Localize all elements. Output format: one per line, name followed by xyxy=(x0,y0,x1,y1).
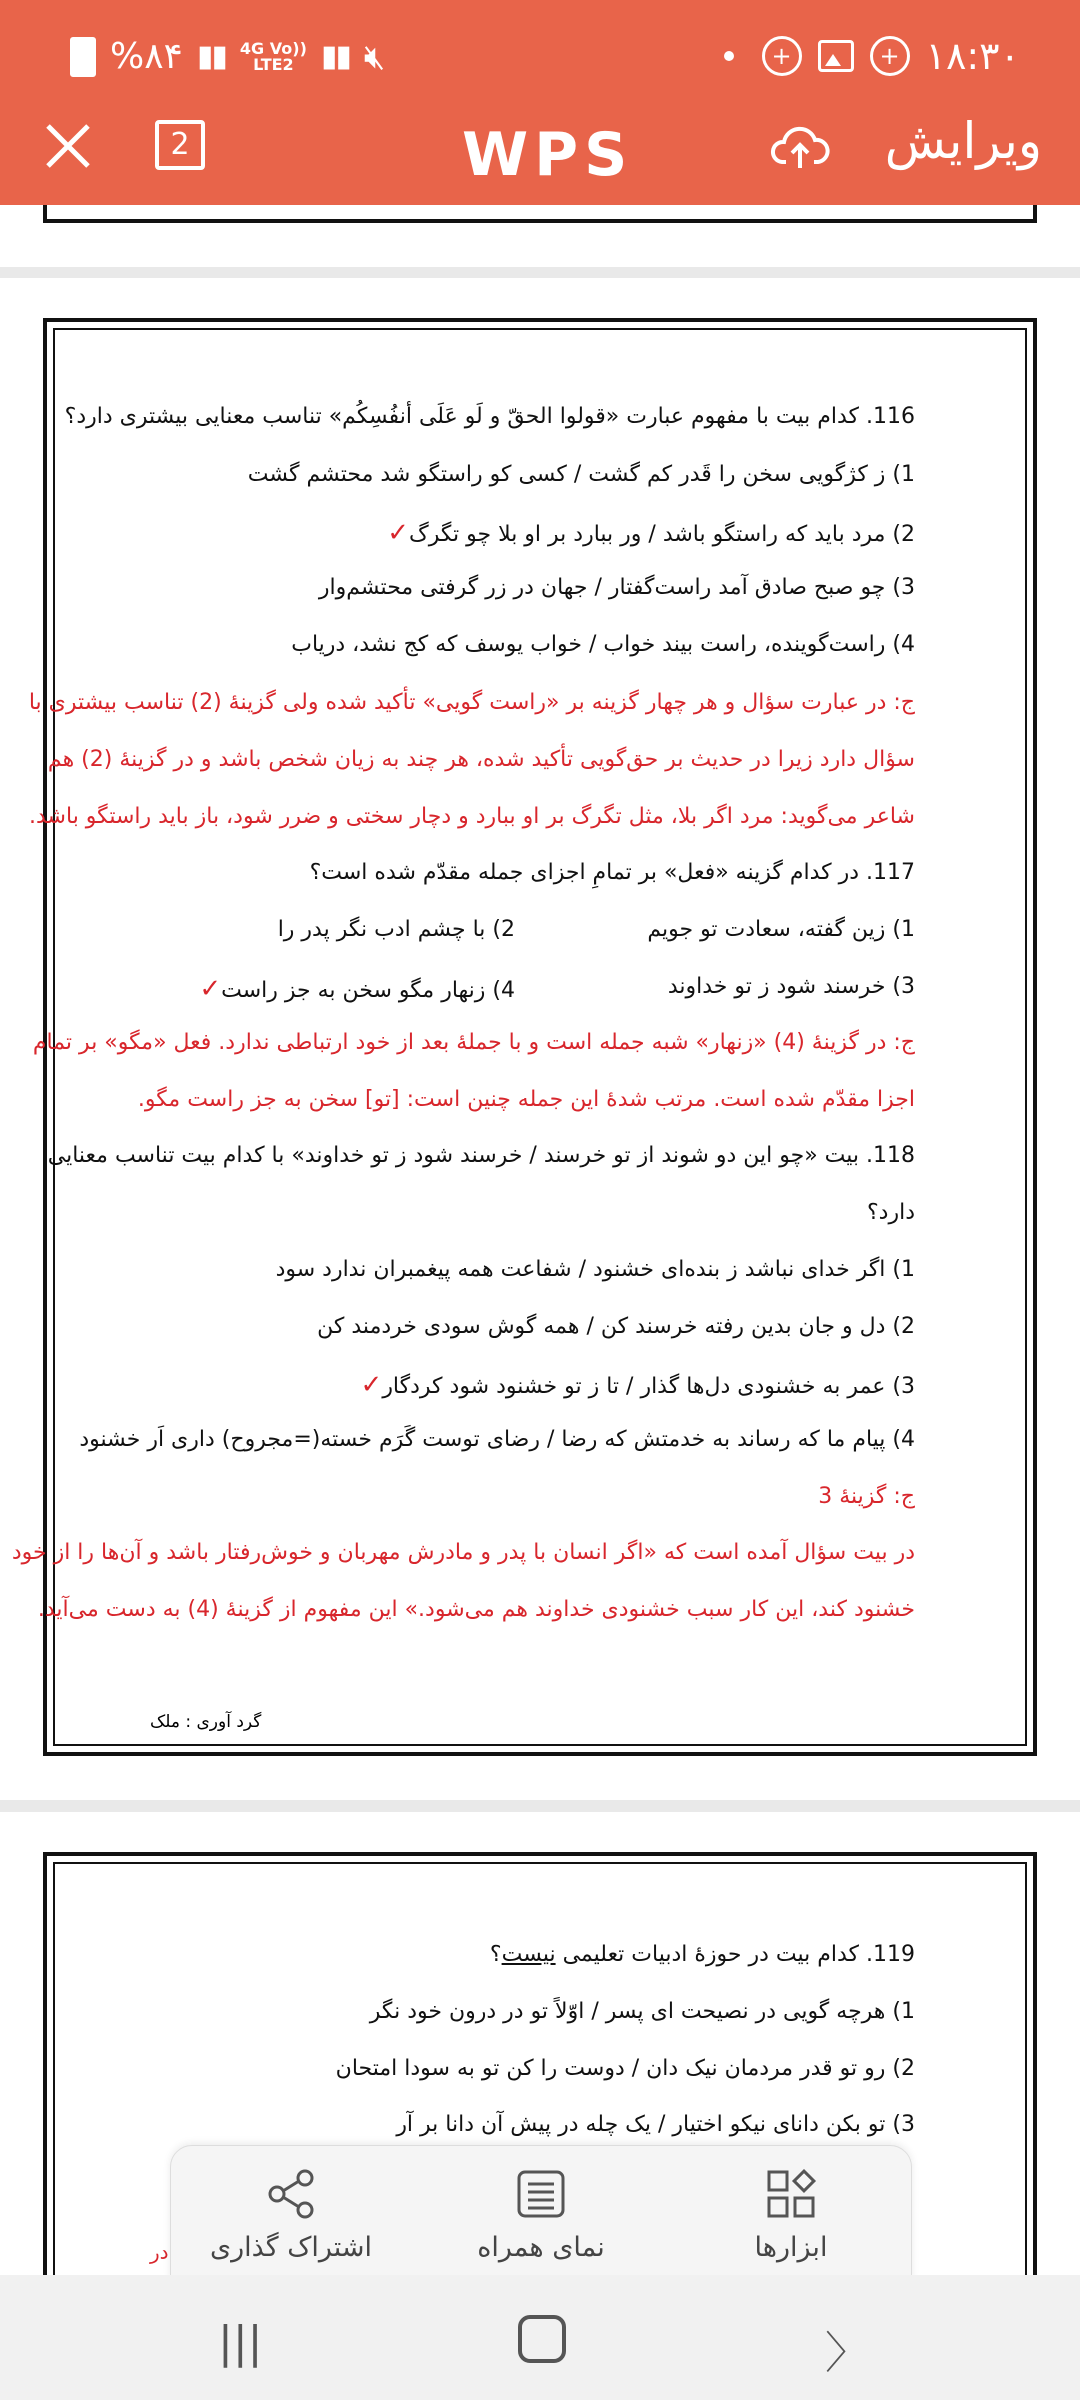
app-notification-icon-2: + xyxy=(870,36,910,76)
checkmark-icon: ✓ xyxy=(199,974,222,1004)
open-tabs-button[interactable]: 2 xyxy=(155,120,205,170)
tools-icon xyxy=(765,2168,817,2220)
home-icon[interactable] xyxy=(518,2315,566,2363)
q119-text: 119. کدام بیت در حوزۀ ادبیات تعلیمی xyxy=(562,1942,915,1967)
tools-label: ابزارها xyxy=(754,2232,828,2263)
close-icon[interactable] xyxy=(40,118,96,174)
q116-answer-line-1: ج: در عبارت سؤال و هر چهار گزینه بر «راست گویی» تأکید شده ولی گزینۀ (2) تناسب بیشتری با xyxy=(28,690,915,715)
q116-answer-line-2: سؤال دارد زیرا در حدیث بر حق‌گویی تأکید شده، هر چند به زیان شخص باشد و در گزینۀ (2) هم xyxy=(47,747,915,772)
q118-option-3-text: 3) عمر به خشنودی دل‌ها گذار / تا ز تو خشنود شود کردگار xyxy=(382,1374,915,1399)
q117-option-1: 1) زین گفته، سعادت تو جویم xyxy=(647,917,915,942)
share-button[interactable] xyxy=(191,2168,391,2263)
question-118-line-2: دارد؟ xyxy=(866,1200,915,1225)
app-logo: WPS xyxy=(462,120,634,190)
q116-option-2 xyxy=(387,518,915,548)
app-header xyxy=(0,0,1080,205)
mobile-view-icon xyxy=(515,2168,567,2220)
q118-option-3 xyxy=(361,1370,915,1400)
network-label: 4G xyxy=(239,38,265,58)
q118-option-4: 4) پیام ما که رساند به خدمتش که رضا / رضای توست گَرَم خسته(=مجروح) داری اَر خشنود xyxy=(79,1427,915,1452)
page-content xyxy=(11,278,915,1778)
q119-option-3: 3) تو بکن دانای نیکو اختیار / یک چله در پیش آن دانا بر آر xyxy=(396,2112,915,2137)
q117-option-4 xyxy=(199,974,515,1004)
tools-button[interactable] xyxy=(691,2168,891,2263)
q117-option-3: 3) خرسند شود ز تو خداوند xyxy=(667,974,915,999)
volte-label: Vo)) xyxy=(269,38,307,58)
notification-dot-icon xyxy=(724,51,734,61)
cloud-upload-icon[interactable] xyxy=(770,118,830,178)
back-icon[interactable]: 〉 xyxy=(825,2328,869,2379)
gallery-notification-icon xyxy=(818,40,854,72)
document-toolbar xyxy=(0,110,1080,205)
battery-icon xyxy=(70,37,96,77)
q119-option-1: 1) هرچه گویی در نصیحت ای پسر / اوّلاً تو در درون خود نگر xyxy=(369,1999,915,2024)
question-116: 116. کدام بیت با مفهوم عبارت «قولوا الحقّ و لَو عَلَی أنفُسِکُم» تناسب معنایی بیشتری دارد؟ xyxy=(64,404,915,429)
document-page[interactable] xyxy=(0,278,1080,1800)
mobile-view-button[interactable] xyxy=(441,2168,641,2263)
status-left xyxy=(70,36,385,77)
q119-mark: ؟ xyxy=(489,1942,502,1967)
q116-option-3: 3) چو صبح صادق آمد راست‌گفتار / جهان در زر گرفتی محتشم‌وار xyxy=(318,575,915,600)
network-type xyxy=(239,38,307,74)
mobile-view-label: نمای همراه xyxy=(477,2232,605,2263)
q116-option-4: 4) راست‌گوینده، راست بیند خواب / خواب یوسف که کج نشد، دریاب xyxy=(291,632,915,657)
q118-answer-head: ج: گزینۀ 3 xyxy=(818,1484,915,1509)
q118-option-1: 1) اگر خدای نباشد ز بنده‌ای خشنود / شفاعت همه پیغمبران ندارد سود xyxy=(275,1257,915,1282)
q119-option-2: 2) رو تو قدر مردمان نیک دان / دوست را کن تو به سودا امتحان xyxy=(335,2056,915,2081)
page-border xyxy=(43,205,1037,223)
app-notification-icon: + xyxy=(762,36,802,76)
floating-action-menu xyxy=(170,2145,912,2282)
recent-apps-icon[interactable]: ||| xyxy=(218,2317,263,2368)
question-117: 117. در کدام گزینه «فعل» بر تمامِ اجزای جمله مقدّم شده است؟ xyxy=(309,860,915,885)
mute-icon: 🔇︎ xyxy=(363,36,386,77)
signal-icon: ▮▮ xyxy=(196,39,226,74)
share-label: اشتراک گذاری xyxy=(209,2232,373,2263)
previous-page-fragment xyxy=(0,205,1080,267)
system-nav-bar xyxy=(0,2275,1080,2400)
question-118-line-1: 118. بیت «چو این دو شوند از تو خرسند / خرسند شود ز تو خداوند» با کدام بیت تناسب معنایی xyxy=(47,1143,915,1168)
question-119 xyxy=(490,1942,915,1967)
q117-answer-line-1: ج: در گزینۀ (4) «زنهار» شبه جمله است و با جملۀ بعد از خود ارتباطی ندارد. فعل «مگو» بر تمام xyxy=(32,1030,915,1055)
page-footer-note: گرد آوری : ملک xyxy=(150,1712,262,1732)
checkmark-icon: ✓ xyxy=(360,1370,383,1400)
q119-answer-peek: در xyxy=(150,2240,169,2264)
checkmark-icon: ✓ xyxy=(387,518,410,548)
signal-icon-2: ▮▮ xyxy=(320,39,350,74)
edit-button[interactable]: ویرایش xyxy=(884,112,1042,170)
clock: ۱۸:۳۰ xyxy=(925,34,1020,78)
q118-answer-line-1: در بیت سؤال آمده است که «اگر انسان با پدر و مادرش مهربان و خوش‌رفتار باشد و آن‌ها را از خود xyxy=(11,1540,915,1565)
q117-option-2: 2) با چشم ادب نگر پدر را xyxy=(277,917,515,942)
status-right xyxy=(724,34,1020,78)
q119-underlined: نیست xyxy=(501,1942,556,1967)
lte-label: LTE2 xyxy=(253,54,294,74)
q118-answer-line-2: خشنود کند، این کار سبب خشنودی خداوند هم می‌شود.» این مفهوم از گزینۀ (4) به دست می‌آید. xyxy=(37,1597,915,1622)
q116-option-1: 1) ز کژگویی سخن را قَدر کم گشت / کسی کو راستگو شد محتشم گشت xyxy=(247,462,915,487)
q116-option-2-text: 2) مرد باید که راستگو باشد / ور ببارد بر او بلا چو تگرگ xyxy=(409,522,915,547)
battery-level: %۸۴ xyxy=(110,36,183,77)
share-icon xyxy=(265,2168,317,2220)
q116-answer-line-3: شاعر می‌گوید: مرد اگر بلا، مثل تگرگ بر او ببارد و دچار سختی و ضرر شود، باز باید راستگو باشد. xyxy=(29,804,915,829)
q117-option-4-text: 4) زنهار مگو سخن به جز راست xyxy=(221,978,515,1003)
q117-answer-line-2: اجزا مقدّم شده است. مرتب شدۀ این جمله چنین است: [تو] سخن به جز راست مگو. xyxy=(137,1087,915,1112)
q118-option-2: 2) دل و جان بدین رفته خرسند کن / همه گوش سودی خردمند کن xyxy=(317,1314,915,1339)
status-bar xyxy=(0,0,1080,120)
